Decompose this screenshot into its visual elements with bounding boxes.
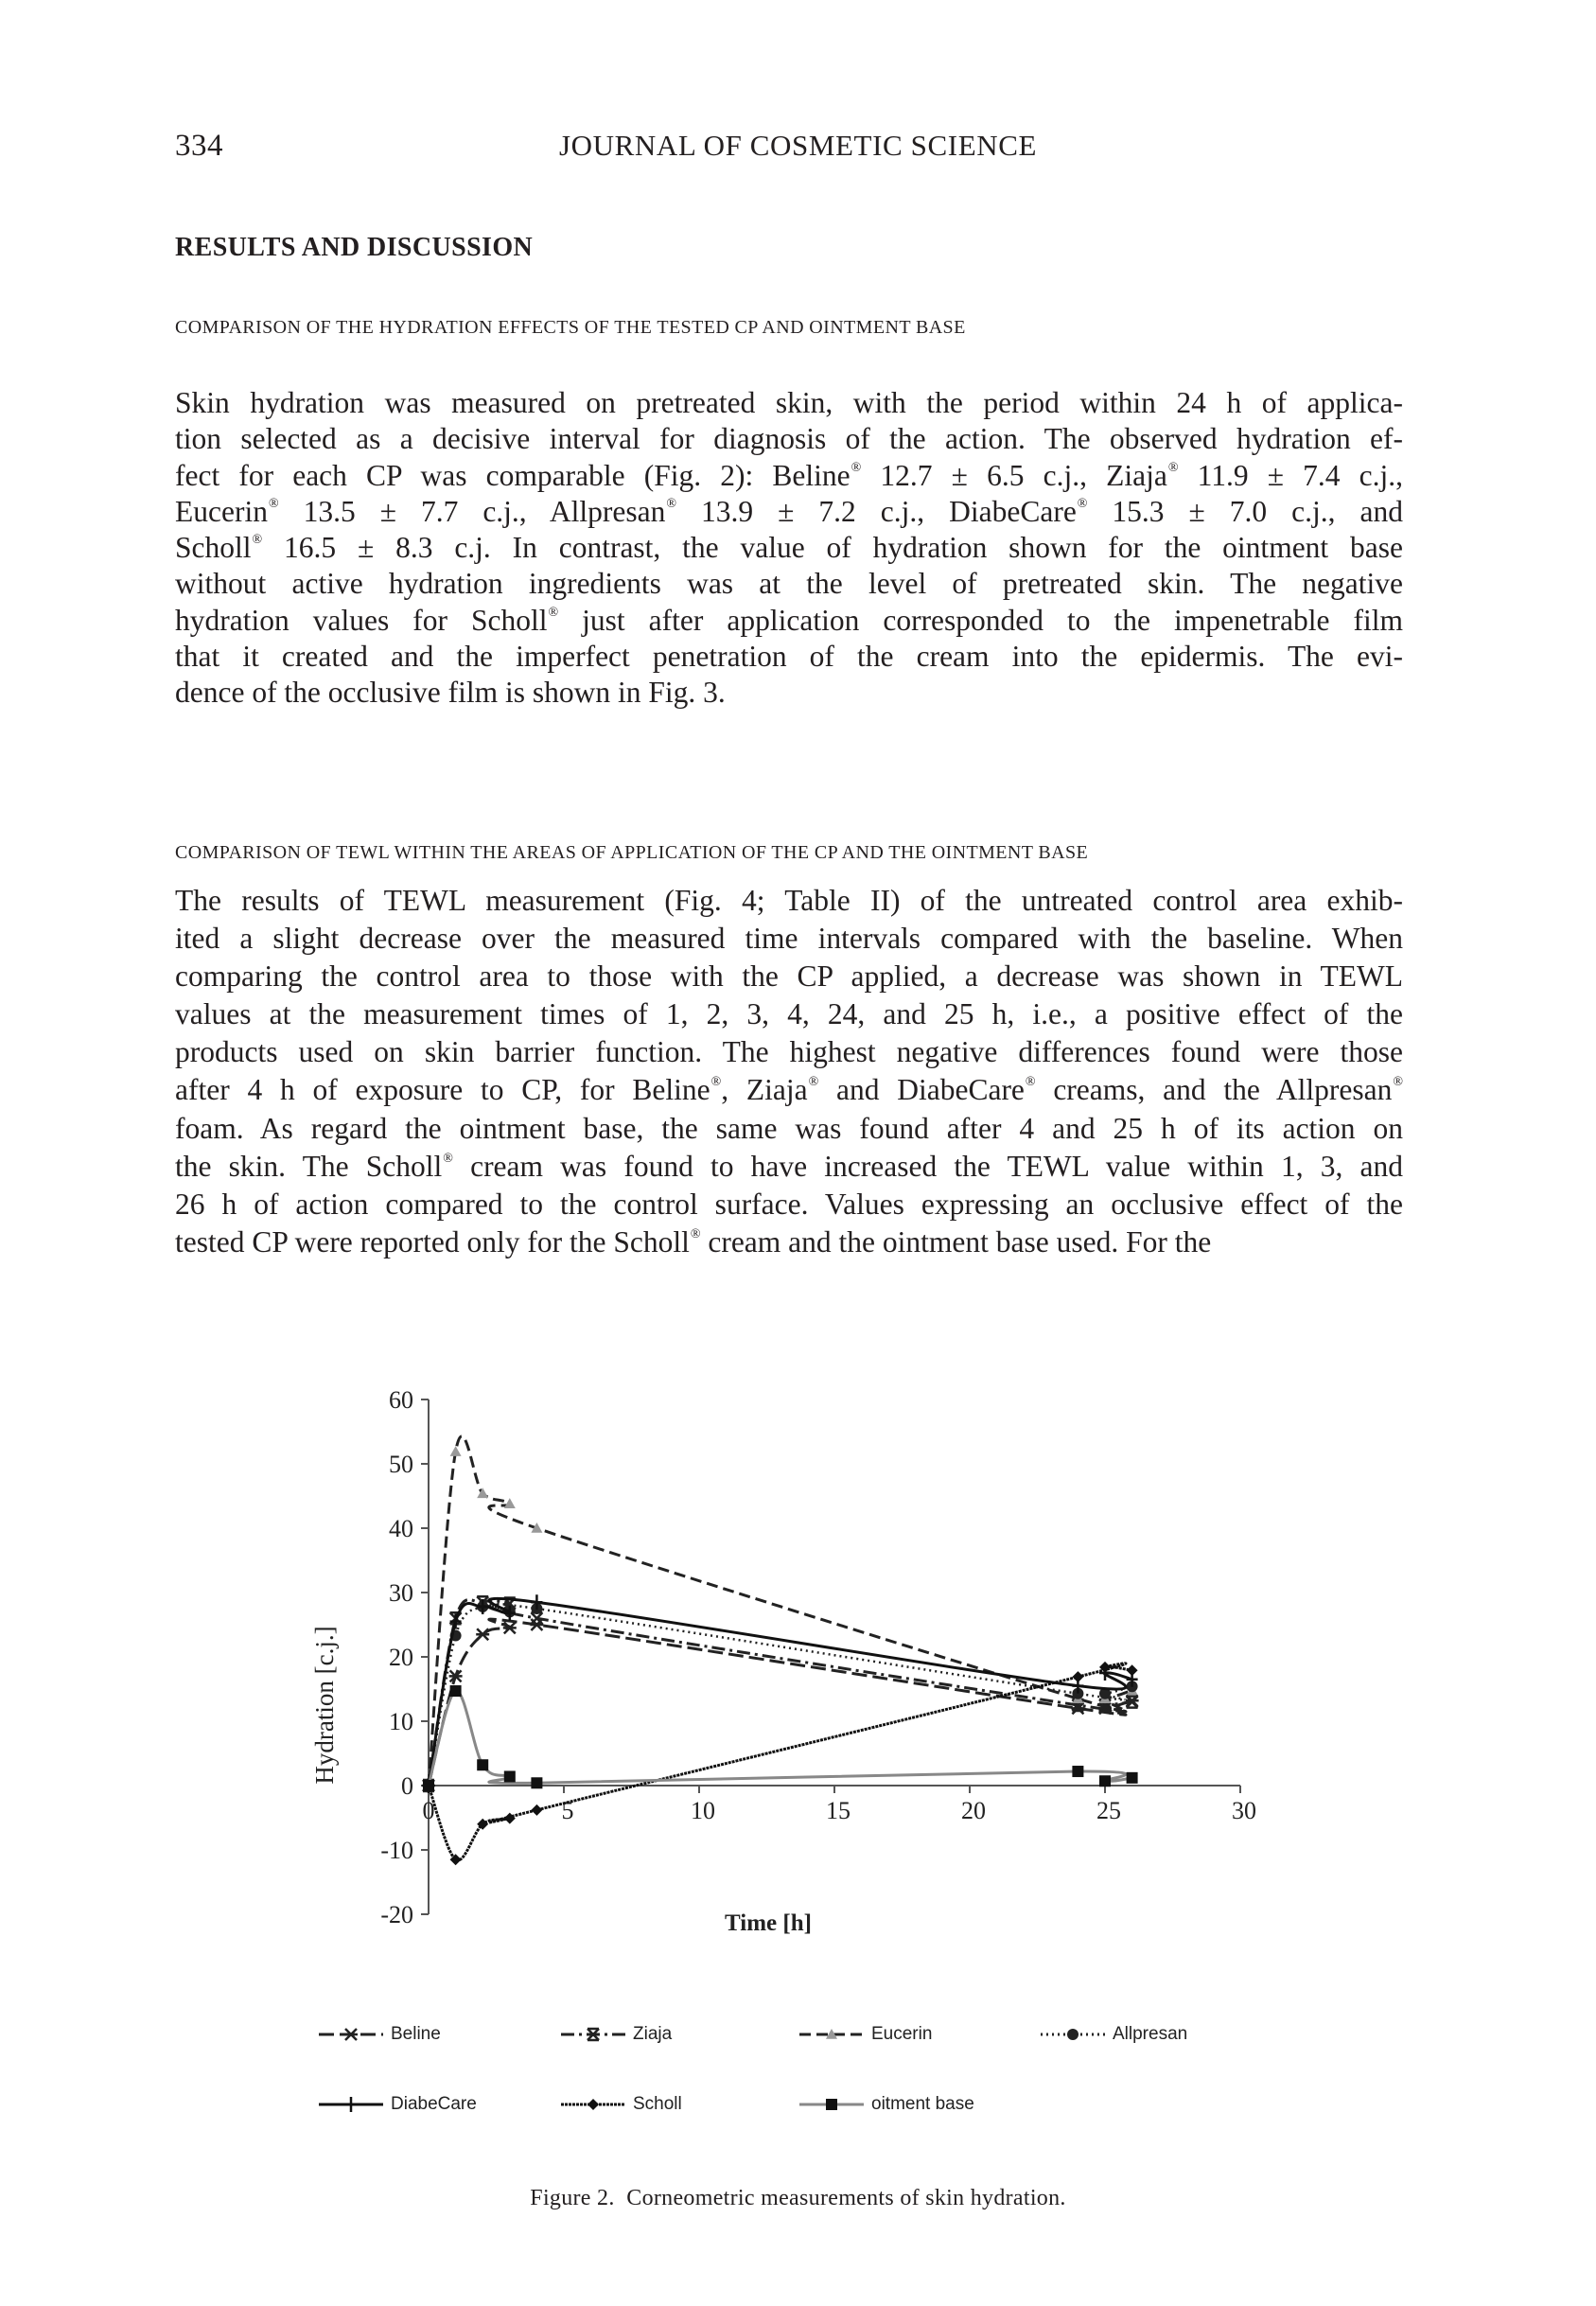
text-line: the skin. The Scholl® cream was found to have increased the TEWL value within 1, 3, and: [175, 1149, 1404, 1183]
square-marker: [504, 1770, 516, 1782]
x-tick-label: 20: [961, 1797, 986, 1824]
series-allpresan: [423, 1601, 1138, 1791]
square-marker: [826, 2099, 837, 2110]
square-marker: [531, 1777, 542, 1788]
plus-marker: [450, 1614, 462, 1629]
text-line: that it created and the imperfect penetration of the cream into the epidermis. The evi-: [175, 640, 1403, 674]
legend-label: Eucerin: [871, 2024, 933, 2044]
legend-item-beline: [317, 2023, 441, 2046]
text-line: after 4 h of exposure to CP, for Beline®, Ziaja® and DiabeCare® creams, and the Allpresan®: [175, 1073, 1404, 1107]
text-line: fect for each CP was comparable (Fig. 2): Beline® 12.7 ± 6.5 c.j., Ziaja® 11.9 ± 7.4 c.j.,: [175, 458, 1404, 492]
legend-label: Beline: [391, 2024, 441, 2044]
text-line: Scholl® 16.5 ± 8.3 c.j. In contrast, the value of hydration shown for the ointment base: [175, 531, 1403, 565]
square-legend-swatch-icon: [798, 2093, 866, 2116]
circle-legend-swatch-icon: [1039, 2023, 1107, 2046]
plus-marker: [345, 2097, 357, 2112]
text-line: hydration values for Scholl® just after application corresponded to the impenetrable film: [175, 603, 1403, 637]
y-tick-label: 30: [389, 1579, 413, 1607]
series-ziaja: [423, 1596, 1138, 1791]
subsection-title-hydration: COMPARISON OF THE HYDRATION EFFECTS OF THE TESTED CP AND OINTMENT BASE: [175, 317, 966, 338]
y-tick-label: 10: [389, 1708, 413, 1735]
text-line: dence of the occlusive film is shown in Fig. 3.: [175, 676, 726, 710]
series-beline: [422, 1619, 1139, 1791]
legend-item-ziaja: [559, 2023, 672, 2046]
x-tick-label: 30: [1232, 1797, 1256, 1824]
asterisk-legend-swatch-icon: [317, 2023, 385, 2046]
text-line: foam. As regard the ointment base, the same was found after 4 and 25 h of its action on: [175, 1111, 1403, 1145]
x-tick-label: 0: [422, 1797, 435, 1824]
x-legend-swatch-icon: [559, 2023, 627, 2046]
page-number: 334: [175, 129, 223, 163]
square-marker: [450, 1685, 462, 1697]
circle-marker: [1067, 2029, 1079, 2040]
diamond-marker: [1127, 1664, 1138, 1676]
y-tick-label: -20: [380, 1901, 413, 1928]
y-tick-label: -10: [380, 1837, 413, 1864]
text-line: Eucerin® 13.5 ± 7.7 c.j., Allpresan® 13.9 ± 7.2 c.j., DiabeCare® 15.3 ± 7.0 c.j., and: [175, 494, 1403, 528]
text-line: comparing the control area to those with the CP applied, a decrease was shown in TEWL: [175, 959, 1403, 994]
series-eucerin: [423, 1436, 1138, 1790]
text-line: without active hydration ingredients was at the level of pretreated skin. The negative: [175, 567, 1403, 601]
asterisk-marker: [503, 1622, 517, 1633]
square-marker: [423, 1780, 434, 1791]
x-tick-label: 15: [826, 1797, 851, 1824]
text-line: products used on skin barrier function. The highest negative differences found were those: [175, 1035, 1403, 1069]
legend-label: Scholl: [633, 2094, 682, 2114]
subsection-title-tewl: COMPARISON OF TEWL WITHIN THE AREAS OF APPLICATION OF THE CP AND THE OINTMENT BASE: [175, 842, 1089, 863]
square-marker: [477, 1759, 488, 1770]
text-line: tested CP were reported only for the Scholl® cream and the ointment base used. For the: [175, 1224, 1212, 1259]
y-tick-label: 0: [401, 1772, 413, 1800]
section-title: RESULTS AND DISCUSSION: [175, 233, 534, 262]
diamond-legend-swatch-icon: [559, 2093, 627, 2116]
y-tick-label: 40: [389, 1515, 413, 1542]
triangle-marker: [450, 1446, 462, 1456]
journal-title-text: JOURNAL OF COSMETIC SCIENCE: [558, 129, 1038, 162]
x-axis-title: Time [h]: [725, 1910, 812, 1936]
triangle-marker: [504, 1498, 516, 1508]
legend-item-scholl: [559, 2093, 682, 2116]
legend-label: Allpresan: [1113, 2024, 1188, 2044]
diamond-marker: [531, 1804, 542, 1816]
asterisk-marker: [344, 2029, 358, 2040]
legend-label: Ziaja: [633, 2024, 673, 2044]
series-line: [429, 1663, 1132, 1860]
text-line: values at the measurement times of 1, 2, 3, 4, 24, and 25 h, i.e., a positive effect of the: [175, 997, 1403, 1031]
square-marker: [1072, 1766, 1083, 1777]
asterisk-marker: [476, 1628, 489, 1640]
series-line: [429, 1619, 1132, 1786]
diamond-marker: [477, 1819, 488, 1830]
series-scholl: [423, 1662, 1138, 1865]
x-tick-label: 5: [561, 1797, 574, 1824]
legend-label: DiabeCare: [391, 2094, 477, 2114]
figure-caption: [0, 2186, 1596, 2211]
diamond-marker: [1072, 1671, 1083, 1682]
series-line: [429, 1603, 1132, 1786]
legend-item-diabecare: [317, 2093, 477, 2116]
plus-legend-swatch-icon: [317, 2093, 385, 2116]
y-tick-label: 20: [389, 1644, 413, 1671]
text-line: tion selected as a decisive interval for diagnosis of the action. The observed hydration ef-: [175, 422, 1403, 456]
y-tick-label: 60: [389, 1386, 413, 1414]
triangle-legend-swatch-icon: [798, 2023, 866, 2046]
y-tick-label: 50: [389, 1451, 413, 1478]
legend-item-allpresan: [1039, 2023, 1187, 2046]
text-line: The results of TEWL measurement (Fig. 4; Table II) of the untreated control area exhib-: [175, 884, 1403, 917]
text-line: ited a slight decrease over the measured time intervals compared with the baseline. When: [175, 922, 1403, 956]
legend-item-eucerin: [798, 2023, 932, 2046]
x-tick-label: 25: [1096, 1797, 1121, 1824]
square-marker: [1127, 1772, 1138, 1784]
legend-item-oitment-base: [798, 2093, 974, 2116]
diamond-marker: [588, 2099, 599, 2110]
figure-caption-label: Figure 2.: [530, 2186, 615, 2210]
square-marker: [1099, 1775, 1111, 1787]
x-tick-label: 10: [691, 1797, 715, 1824]
legend-label: oitment base: [871, 2094, 974, 2114]
text-line: Skin hydration was measured on pretreated skin, with the period within 24 h of applica-: [175, 386, 1403, 419]
y-axis-title: Hydration [c.j.]: [310, 1626, 339, 1785]
figure-caption-text: Corneometric measurements of skin hydration.: [626, 2186, 1066, 2210]
triangle-marker: [477, 1487, 488, 1498]
text-line: 26 h of action compared to the control surface. Values expressing an occlusive effect of the: [175, 1187, 1403, 1221]
series-line: [429, 1691, 1132, 1786]
